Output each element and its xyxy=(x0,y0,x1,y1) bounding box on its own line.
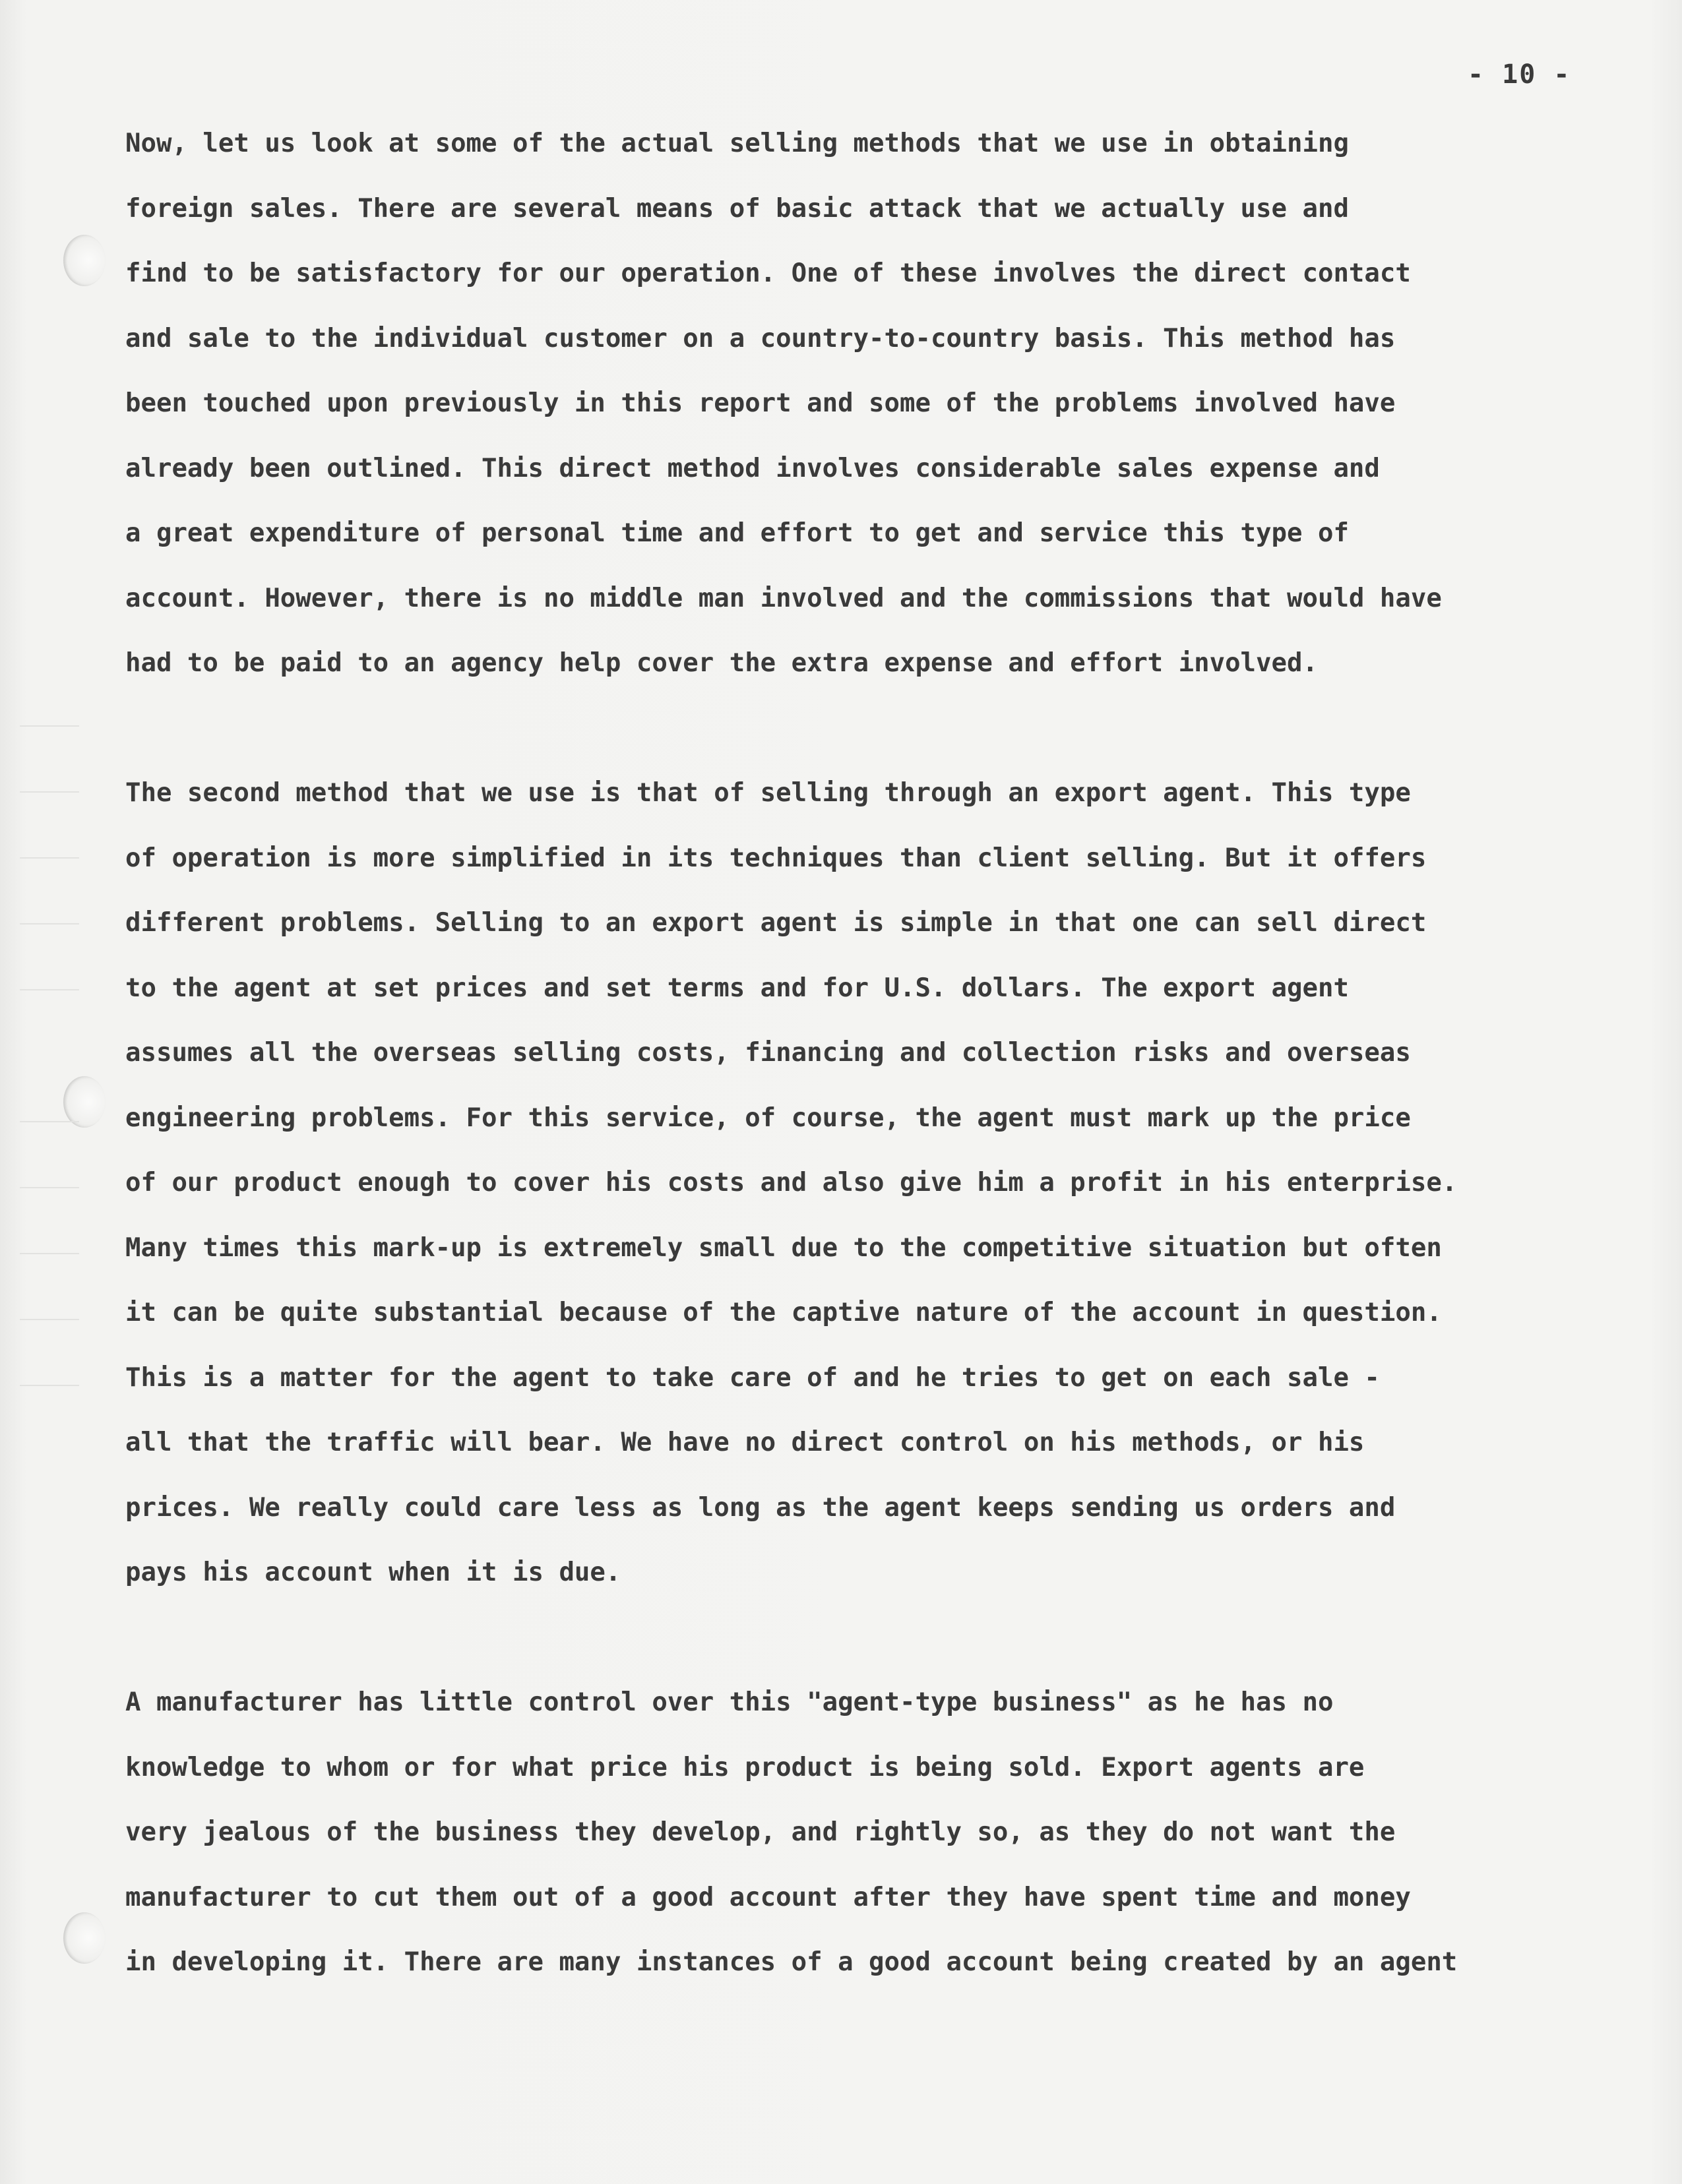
text-line: all that the traffic will bear. We have no direct control on his methods, or his xyxy=(125,1428,1365,1457)
text-line: prices. We really could care less as long as the agent keeps sending us orders and xyxy=(125,1492,1396,1523)
text-line: This is a matter for the agent to take care of and he tries to get on each sale - xyxy=(125,1362,1380,1393)
margin-mark xyxy=(20,989,79,990)
document-body xyxy=(125,124,1596,2008)
text-line: of operation is more simplified in its techniques than client selling. But it offers xyxy=(125,843,1427,873)
text-line: in developing it. There are many instances of a good account being created by an agent xyxy=(125,1947,1458,1977)
margin-mark xyxy=(20,923,79,925)
margin-mark xyxy=(20,1121,79,1122)
text-line: it can be quite substantial because of the captive nature of the account in question. xyxy=(125,1298,1442,1327)
paragraph-1 xyxy=(125,124,1596,709)
text-line: been touched upon previously in this report and some of the problems involved have xyxy=(125,388,1396,418)
margin-mark xyxy=(20,1253,79,1254)
text-line: a great expenditure of personal time and effort to get and service this type of xyxy=(125,518,1349,548)
paragraph-3 xyxy=(125,1683,1596,2008)
text-line: Now, let us look at some of the actual selling methods that we use in obtaining xyxy=(125,129,1349,158)
punch-hole-bottom xyxy=(63,1912,106,1964)
text-line: knowledge to whom or for what price his product is being sold. Export agents are xyxy=(125,1752,1365,1782)
margin-mark xyxy=(20,857,79,859)
text-line: very jealous of the business they develop, and rightly so, as they do not want the xyxy=(125,1817,1396,1847)
text-line: A manufacturer has little control over this "agent-type business" as he has no xyxy=(125,1687,1334,1717)
text-line: foreign sales. There are several means of basic attack that we actually use and xyxy=(125,193,1349,224)
punch-hole-top xyxy=(63,235,106,286)
page-number: - 10 - xyxy=(1468,59,1571,90)
text-line: account. However, there is no middle man involved and the commissions that would have xyxy=(125,583,1442,613)
paragraph-spacer xyxy=(125,709,1596,774)
text-line: to the agent at set prices and set terms and for U.S. dollars. The export agent xyxy=(125,973,1349,1003)
text-line: already been outlined. This direct method involves considerable sales expense and xyxy=(125,453,1380,483)
text-line: of our product enough to cover his costs and also give him a profit in his enterprise. xyxy=(125,1168,1458,1198)
paragraph-spacer xyxy=(125,1618,1596,1684)
text-line: find to be satisfactory for our operation. One of these involves the direct contact xyxy=(125,258,1411,288)
text-line: had to be paid to an agency help cover the extra expense and effort involved. xyxy=(125,648,1318,678)
margin-mark xyxy=(20,791,79,793)
text-line: manufacturer to cut them out of a good account after they have spent time and money xyxy=(125,1882,1411,1912)
text-line: The second method that we use is that of selling through an export agent. This type xyxy=(125,778,1411,808)
text-line: assumes all the overseas selling costs, financing and collection risks and overseas xyxy=(125,1038,1411,1068)
text-line: different problems. Selling to an export agent is simple in that one can sell direct xyxy=(125,908,1427,938)
margin-mark xyxy=(20,1319,79,1320)
text-line: and sale to the individual customer on a country-to-country basis. This method has xyxy=(125,323,1396,353)
margin-mark xyxy=(20,725,79,727)
text-line: pays his account when it is due. xyxy=(125,1558,621,1587)
text-line: engineering problems. For this service, of course, the agent must mark up the price xyxy=(125,1103,1411,1133)
margin-mark xyxy=(20,1385,79,1386)
paragraph-2 xyxy=(125,774,1596,1618)
margin-mark xyxy=(20,1187,79,1188)
text-line: Many times this mark-up is extremely small due to the competitive situation but often xyxy=(125,1232,1442,1263)
punch-hole-middle xyxy=(63,1076,106,1128)
